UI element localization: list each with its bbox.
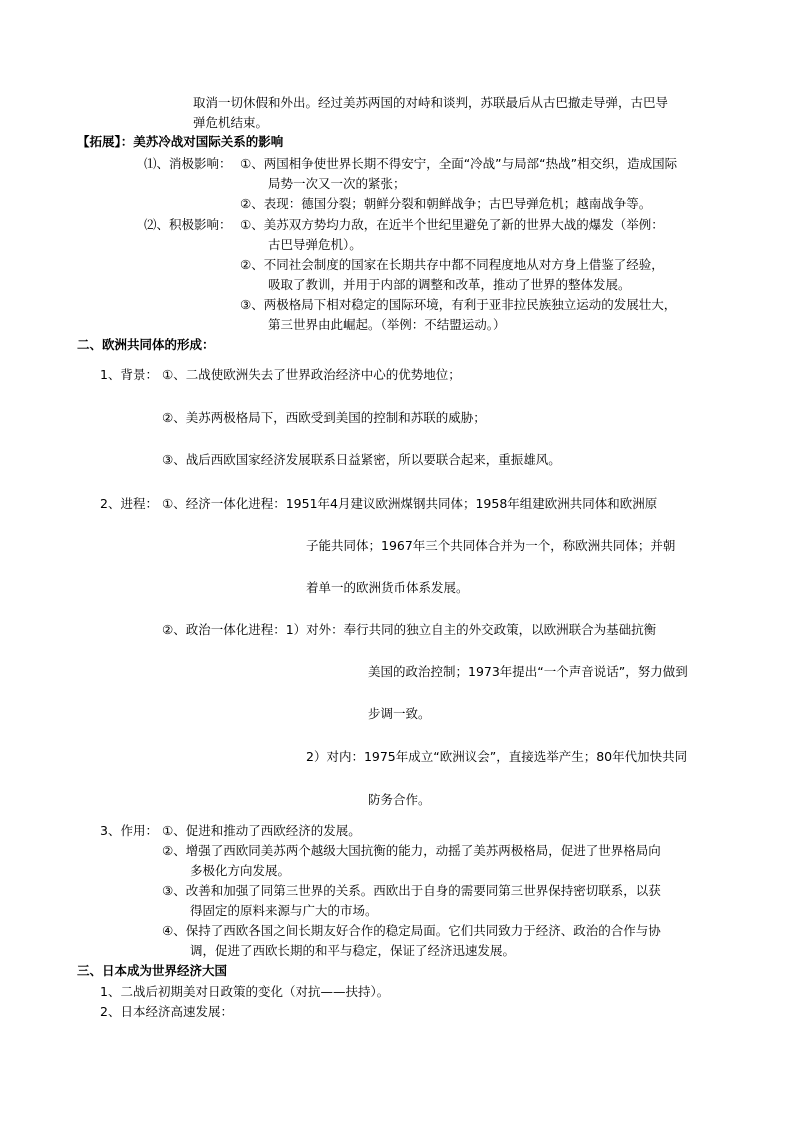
negative-impact-1b: 局势一次又一次的紧张；	[268, 176, 406, 191]
pol-integration-b: 美国的政治控制；1973年提出“一个声音说话”，努力做到	[368, 664, 688, 679]
role-4b: 调，促进了西欧长期的和平与稳定，保证了经济迅速发展。	[190, 943, 516, 958]
positive-impact-label: ⑵、积极影响：	[144, 217, 232, 232]
role-3a: ③、改善和加强了同第三世界的关系。西欧出于自身的需要同第三世界保持密切联系，以获	[162, 883, 661, 898]
positive-impact-1a: ①、美苏双方势均力敌，在近半个世纪里避免了新的世界大战的爆发（举例：	[240, 217, 664, 232]
positive-impact-1b: 古巴导弹危机）。	[268, 237, 362, 252]
negative-impact-2: ②、表现：德国分裂；朝鲜分裂和朝鲜战争；古巴导弹危机；越南战争等。	[240, 196, 652, 211]
role-4a: ④、保持了西欧各国之间长期友好合作的稳定局面。它们共同致力于经济、政治的合作与协	[162, 923, 661, 938]
econ-integration-c: 着单一的欧洲货币体系发展。	[306, 580, 469, 595]
role-1: ①、促进和推动了西欧经济的发展。	[162, 823, 361, 838]
role-3b: 得固定的原料来源与广大的市场。	[190, 903, 378, 918]
positive-impact-2b: 吸取了教训，并用于内部的调整和改革，推动了世界的整体发展。	[268, 277, 631, 292]
background-label: 1、背景：	[100, 367, 158, 382]
pol-integration-a: ②、政治一体化进程：1）对外：奉行共同的独立自主的外交政策，以欧洲联合为基础抗衡	[162, 622, 657, 637]
role-label: 3、作用：	[100, 823, 158, 838]
pol-integration-d: 2）对内：1975年成立“欧洲议会”，直接选举产生；80年代加快共同	[306, 749, 688, 764]
prev-cont-line-2: 弹危机结束。	[193, 115, 269, 130]
expand-tag: 【拓展】	[77, 134, 121, 149]
role-2a: ②、增强了西欧同美苏两个越级大国抗衡的能力，动摇了美苏两极格局，促进了世界格局向	[162, 843, 661, 858]
pol-integration-c: 步调一致。	[368, 706, 431, 721]
section-3-item-2: 2、日本经济高速发展：	[100, 1004, 233, 1019]
section-2-heading: 二、欧洲共同体的形成：	[77, 337, 215, 352]
expand-heading	[77, 134, 283, 150]
background-3: ③、战后西欧国家经济发展联系日益紧密，所以要联合起来，重振雄风。	[162, 452, 561, 467]
negative-impact-1a: ①、两国相争使世界长期不得安宁，全面“冷战”与局部“热战”相交织，造成国际	[240, 156, 678, 171]
prev-cont-line-1: 取消一切休假和外出。经过美苏两国的对峙和谈判，苏联最后从古巴撤走导弹，古巴导	[193, 95, 669, 110]
econ-integration-a: ①、经济一体化进程：1951年4月建议欧洲煤钢共同体；1958年组建欧洲共同体和欧洲原	[162, 496, 658, 511]
background-2: ②、美苏两极格局下，西欧受到美国的控制和苏联的威胁；	[162, 410, 486, 425]
expand-title: ：美苏冷战对国际关系的影响	[120, 134, 284, 149]
positive-impact-3a: ③、两极格局下相对稳定的国际环境，有利于亚非拉民族独立运动的发展壮大，	[240, 297, 677, 312]
econ-integration-b: 子能共同体；1967年三个共同体合并为一个，称欧洲共同体；并朝	[306, 538, 676, 553]
pol-integration-e: 防务合作。	[368, 792, 431, 807]
section-3-item-1: 1、二战后初期美对日政策的变化（对抗——扶持）。	[100, 984, 390, 999]
role-2b: 多极化方向发展。	[190, 863, 291, 878]
positive-impact-3b: 第三世界由此崛起。（举例：不结盟运动。）	[268, 317, 506, 332]
progress-label: 2、进程：	[100, 496, 158, 511]
negative-impact-label: ⑴、消极影响：	[144, 156, 232, 171]
positive-impact-2a: ②、不同社会制度的国家在长期共存中都不同程度地从对方身上借鉴了经验，	[240, 257, 664, 272]
background-1: ①、二战使欧洲失去了世界政治经济中心的优势地位；	[162, 367, 461, 382]
section-3-heading: 三、日本成为世界经济大国	[77, 963, 228, 978]
